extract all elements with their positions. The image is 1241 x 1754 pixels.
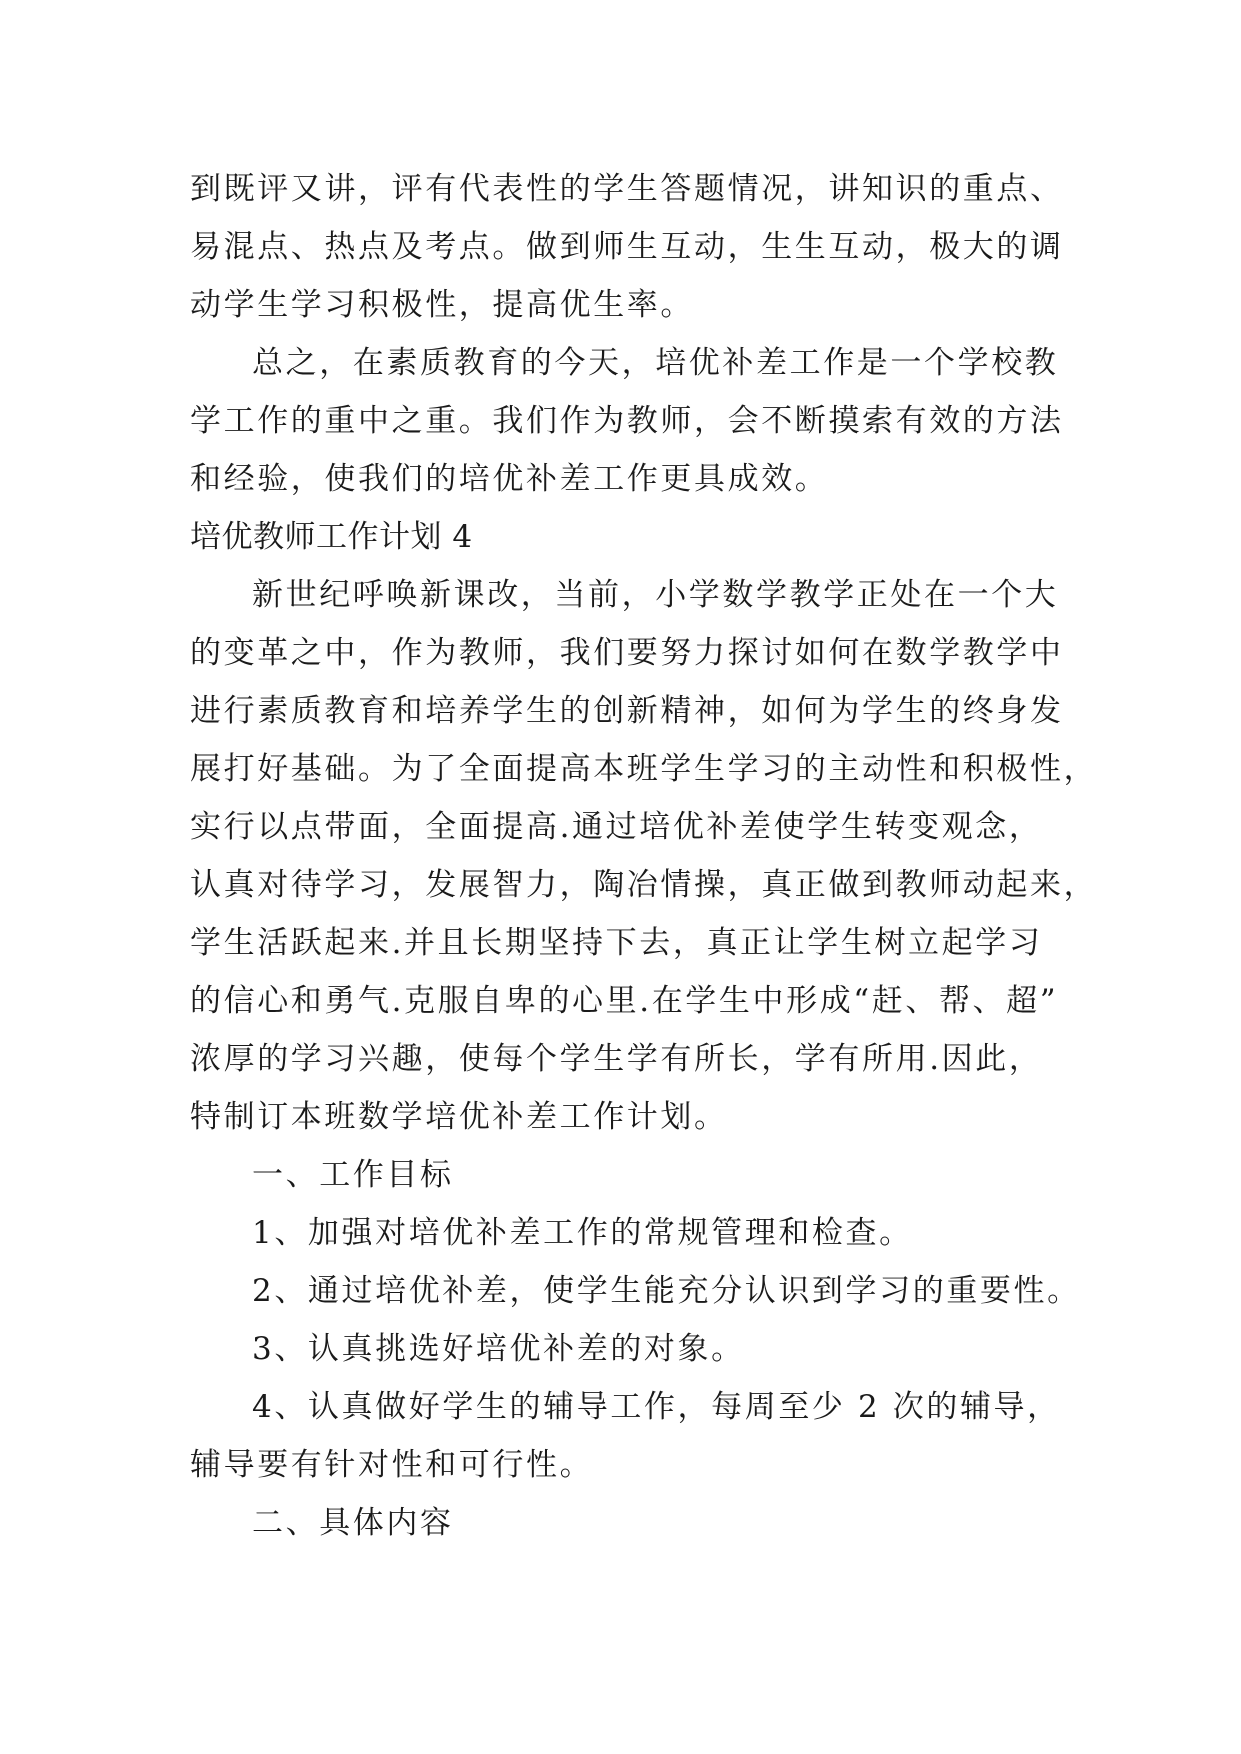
goal-item: 3、认真挑选好培优补差的对象。 bbox=[252, 1331, 745, 1367]
text-line: 特制订本班数学培优补差工作计划。 bbox=[190, 1099, 728, 1135]
section-title: 培优教师工作计划 4 bbox=[190, 519, 473, 555]
text-line: 和经验，使我们的培优补差工作更具成效。 bbox=[190, 461, 829, 497]
text-line: 浓厚的学习兴趣，使每个学生学有所长，学有所用.因此， bbox=[190, 1041, 1043, 1077]
text-line: 到既评又讲，评有代表性的学生答题情况，讲知识的重点、 bbox=[190, 171, 1064, 207]
text-line: 的信心和勇气.克服自卑的心里.在学生中形成“赶、帮、超” bbox=[190, 983, 1059, 1019]
text-line: 新世纪呼唤新课改，当前，小学数学教学正处在一个大 bbox=[252, 577, 1059, 613]
text-line: 动学生学习积极性，提高优生率。 bbox=[190, 287, 694, 323]
subheading-goals: 一、工作目标 bbox=[252, 1157, 454, 1193]
goal-item: 4、认真做好学生的辅导工作，每周至少 2 次的辅导， bbox=[252, 1389, 1061, 1425]
text-line: 学工作的重中之重。我们作为教师，会不断摸索有效的方法 bbox=[190, 403, 1064, 439]
goal-item: 1、加强对培优补差工作的常规管理和检查。 bbox=[252, 1215, 913, 1251]
text-line: 易混点、热点及考点。做到师生互动，生生互动，极大的调 bbox=[190, 229, 1064, 265]
text-line: 进行素质教育和培养学生的创新精神，如何为学生的终身发 bbox=[190, 693, 1064, 729]
text-line: 学生活跃起来.并且长期坚持下去，真正让学生树立起学习 bbox=[190, 925, 1043, 961]
document-body bbox=[190, 160, 1098, 1552]
text-line: 总之，在素质教育的今天，培优补差工作是一个学校教 bbox=[252, 345, 1059, 381]
goal-item-continuation: 辅导要有针对性和可行性。 bbox=[190, 1447, 594, 1483]
text-line: 实行以点带面，全面提高.通过培优补差使学生转变观念， bbox=[190, 809, 1043, 845]
subheading-content: 二、具体内容 bbox=[252, 1505, 454, 1541]
text-line: 展打好基础。为了全面提高本班学生学习的主动性和积极性， bbox=[190, 751, 1098, 787]
text-line: 的变革之中，作为教师，我们要努力探讨如何在数学教学中 bbox=[190, 635, 1064, 671]
goal-item: 2、通过培优补差，使学生能充分认识到学习的重要性。 bbox=[252, 1273, 1081, 1309]
text-line: 认真对待学习，发展智力，陶冶情操，真正做到教师动起来， bbox=[190, 867, 1098, 903]
